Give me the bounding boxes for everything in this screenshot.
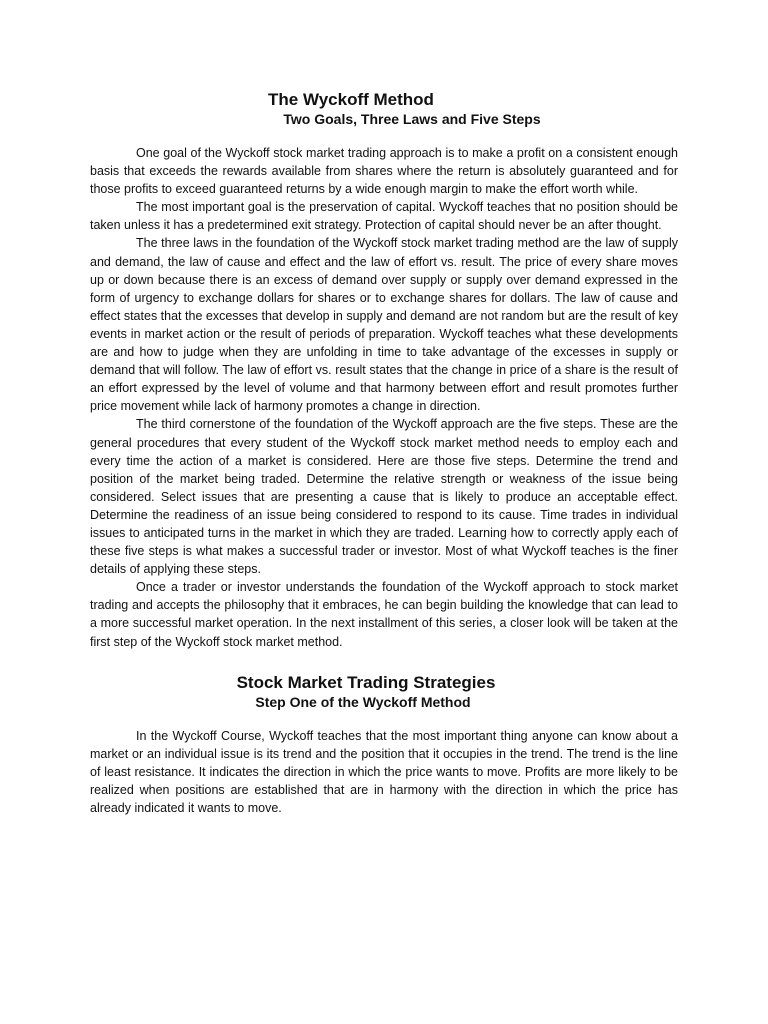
section-title: The Wyckoff Method bbox=[268, 90, 434, 109]
paragraph: One goal of the Wyckoff stock market trading approach is to make a profit on a consistent enough basis that exceeds the rewards available from shares where the return is absolutely guaranteed and for those profits to exceed guaranteed returns by a wide enough margin to make the effort worth while. bbox=[90, 146, 678, 197]
section-subtitle: Step One of the Wyckoff Method bbox=[255, 693, 471, 710]
paragraph: Once a trader or investor understands the foundation of the Wyckoff approach to stock market trading and accepts the philosophy that it embraces, he can begin building the knowledge that can lead to a more successful market operation. In the next installment of this series, a closer look will be taken at the first step of the Wyckoff stock market method. bbox=[90, 580, 678, 649]
section-title: Stock Market Trading Strategies bbox=[236, 672, 496, 692]
paragraph: The most important goal is the preservation of capital. Wyckoff teaches that no position should be taken unless it has a predetermined exit strategy. Protection of capital should never be an after thought. bbox=[90, 200, 678, 233]
paragraph: The third cornerstone of the foundation of the Wyckoff approach are the five steps. These are the general procedures that every student of the Wyckoff stock market method needs to employ each and every time the action of a market is considered. Here are those five steps. Determine the trend and position of the market being traded. Determine the relative strength or weakness of the issue being considered. Select issues that are presenting a cause that is likely to produce an acceptable effect. Determine the readiness of an issue being considered to respond to its cause. Time trades in individual issues to anticipated turns in the market in which they are traded. Learning how to correctly apply each of these five steps is what makes a successful trader or investor. Most of what Wyckoff teaches is the finer details of applying these steps. bbox=[90, 417, 678, 577]
paragraph: In the Wyckoff Course, Wyckoff teaches that the most important thing anyone can know about a market or an individual issue is its trend and the position that it occupies in the trend. The trend is the line of least resistance. It indicates the direction in which the price wants to move. Profits are more likely to be realized when positions are established that are in harmony with the direction in which the price has already indicated it wants to move. bbox=[90, 728, 678, 815]
document-body bbox=[90, 90, 678, 817]
paragraph: The three laws in the foundation of the Wyckoff stock market trading method are the law of supply and demand, the law of cause and effect and the law of effort vs. result. The price of every share moves up or down because there is an excess of demand over supply or supply over demand expressed in the form of urgency to exchange dollars for shares or to exchange shares for dollars. The law of cause and effect states that the excesses that develop in supply and demand are not random but are the result of key events in market action or the result of periods of preparation. Wyckoff teaches what these developments are and how to judge when they are unfolding in time to take advantage of the excesses in supply or demand that will follow. The law of effort vs. result states that the change in price of a share is the result of an effort expressed by the level of volume and that harmony between effort and result promotes further price movement while lack of harmony promotes a change in direction. bbox=[90, 236, 678, 414]
section-subtitle: Two Goals, Three Laws and Five Steps bbox=[283, 111, 541, 127]
section-trading-strategies bbox=[90, 673, 678, 817]
section-wyckoff-method bbox=[90, 90, 678, 651]
